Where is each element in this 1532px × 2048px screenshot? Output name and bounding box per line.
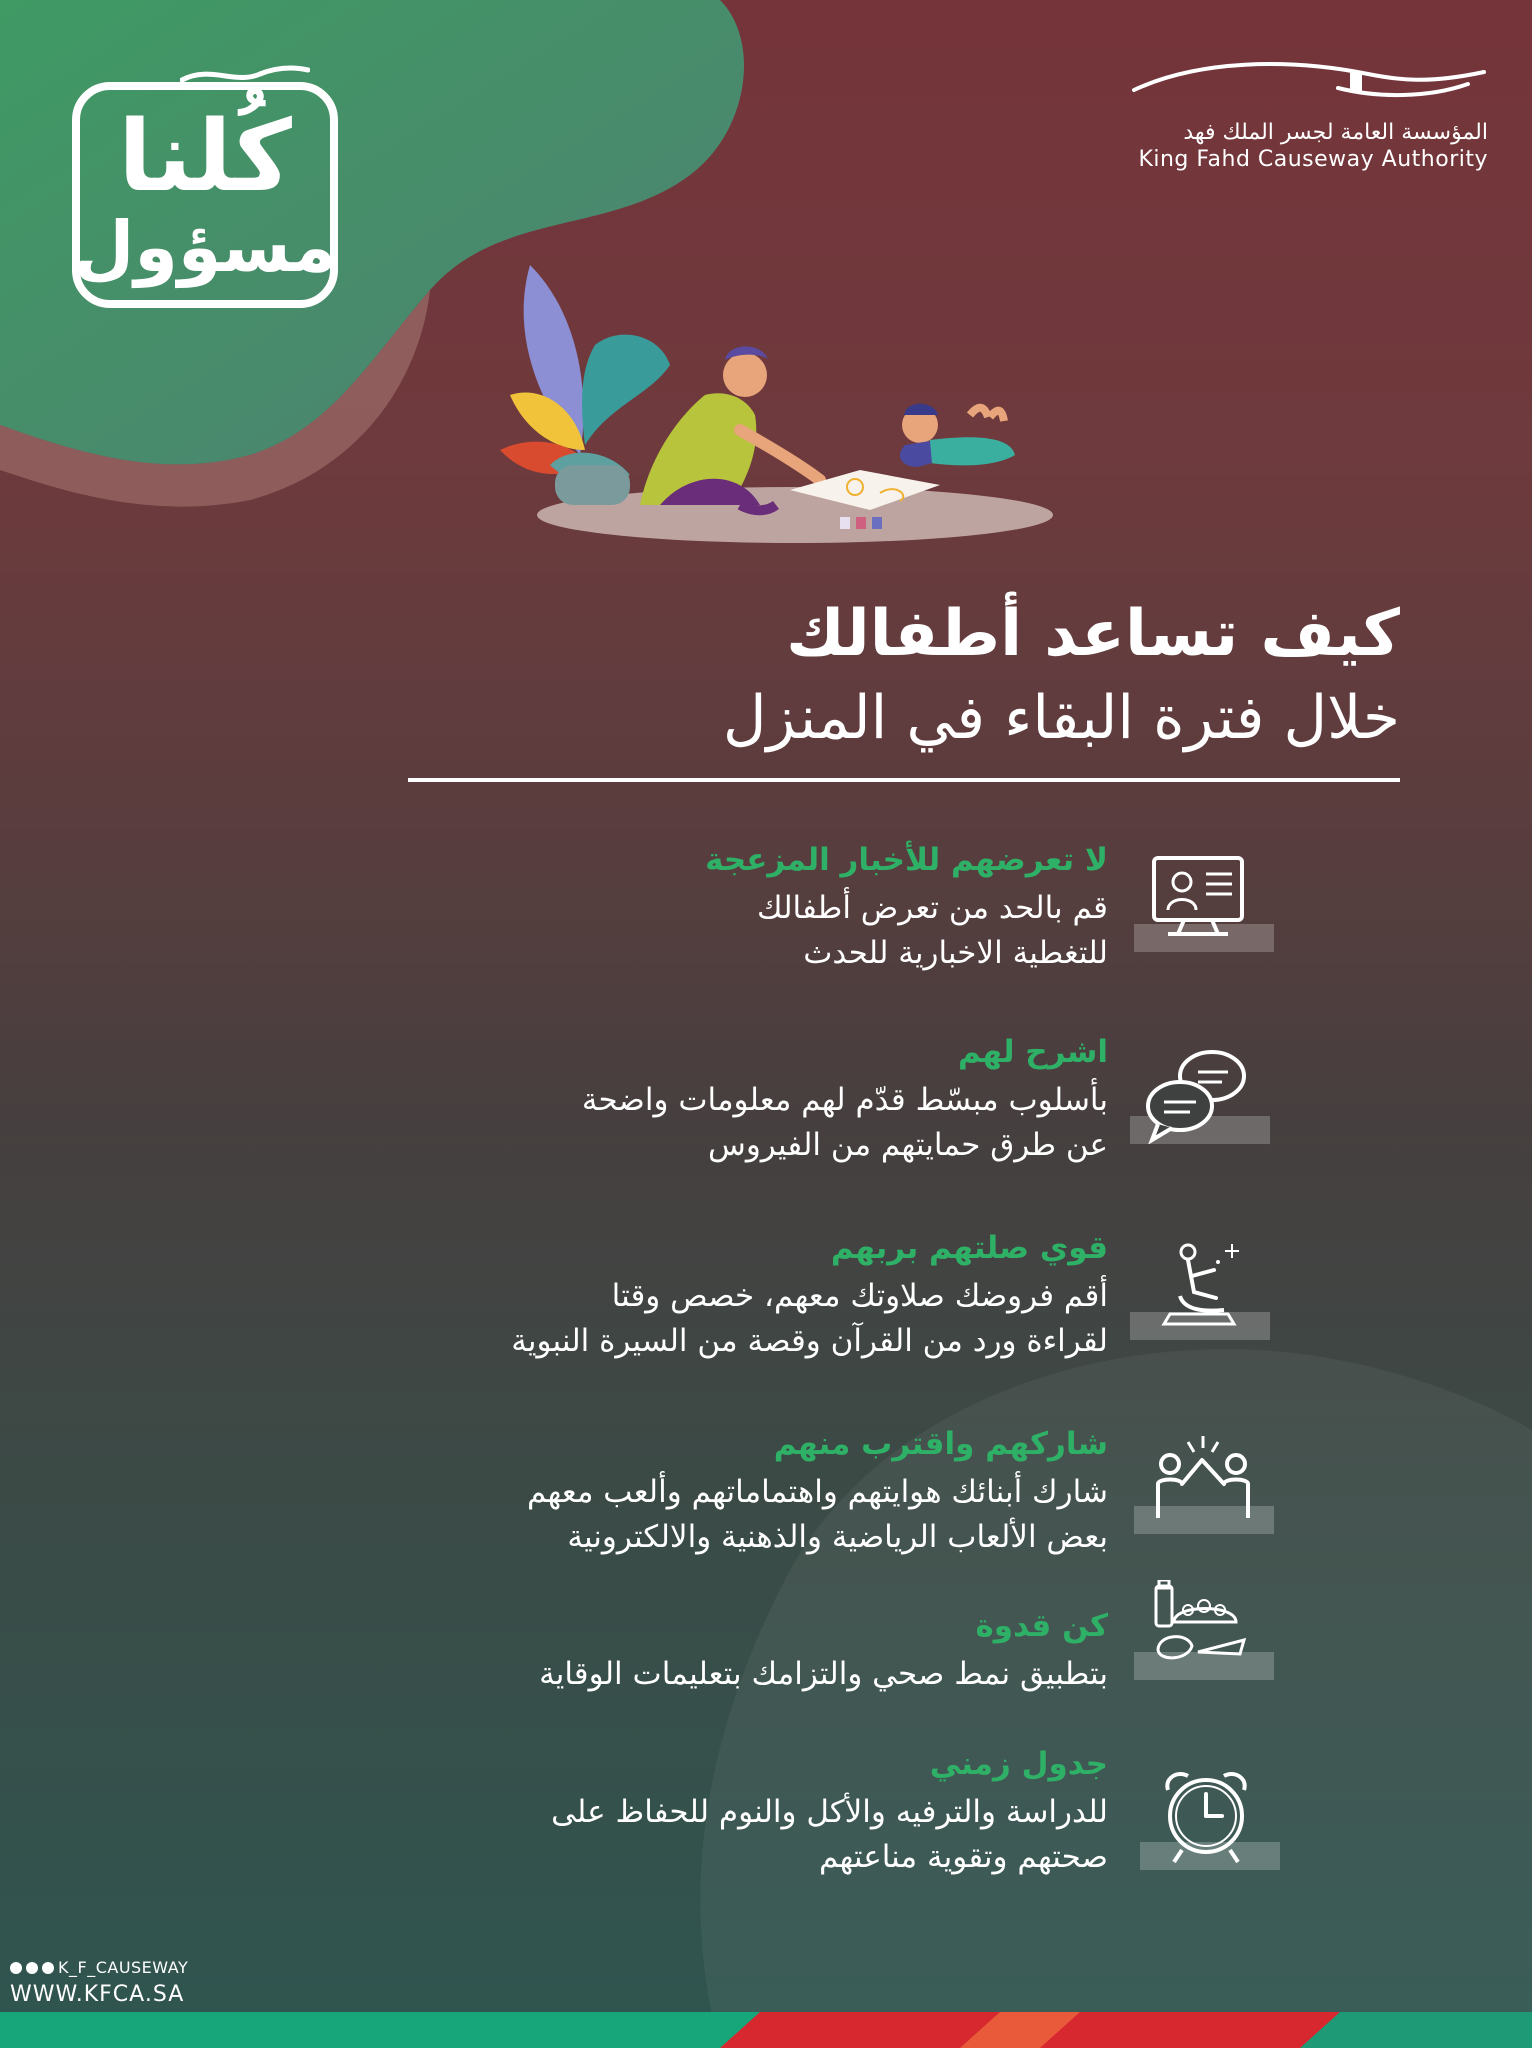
logo-line1: كُلنا	[118, 100, 292, 214]
tip-line: للتغطية الاخبارية للحدث	[803, 935, 1108, 972]
twitter-icon	[42, 1962, 54, 1974]
tip-line: بأسلوب مبسّط قدّم لهم معلومات واضحة	[581, 1082, 1108, 1119]
poster-title	[600, 596, 1400, 757]
authority-logo	[1128, 54, 1488, 172]
logo-swoosh-icon	[180, 60, 310, 90]
tip-line: صحتهم وتقوية مناعتهم	[818, 1839, 1108, 1876]
tip-body	[248, 1078, 1108, 1168]
snapchat-icon	[10, 1962, 22, 1974]
parent-child-drawing-illustration	[500, 255, 1060, 545]
tv-news-icon	[1148, 852, 1248, 942]
tip-body	[248, 1652, 1108, 1697]
tip-item	[248, 840, 1108, 976]
social-handle[interactable]: K_F_CAUSEWAY	[58, 1958, 189, 1977]
authority-name-english: King Fahd Causeway Authority	[1138, 147, 1488, 172]
logo-line2: مسؤول	[73, 206, 337, 288]
tip-line: شارك أبنائك هوايتهم واهتماماتهم وألعب معهم	[526, 1474, 1108, 1511]
tip-icon-container	[1130, 1240, 1274, 1350]
tip-heading: قوي صلتهم بربهم	[830, 1230, 1108, 1266]
footer-color-bar	[0, 2012, 1532, 2048]
tip-icon-container	[1134, 1434, 1278, 1544]
tip-line: لقراءة ورد من القرآن وقصة من السيرة النبوية	[511, 1323, 1108, 1360]
tip-line: قم بالحد من تعرض أطفالك	[756, 890, 1108, 927]
tip-item	[248, 1424, 1108, 1560]
tip-body	[248, 1790, 1108, 1880]
instagram-icon	[26, 1962, 38, 1974]
tip-item	[248, 1744, 1108, 1880]
title-main: كيف تساعد أطفالك	[786, 597, 1400, 671]
tip-line: عن طرق حمايتهم من الفيروس	[708, 1127, 1108, 1164]
healthy-food-icon	[1148, 1580, 1258, 1680]
tip-heading: اشرح لهم	[958, 1034, 1108, 1070]
tip-icon-container	[1134, 1580, 1278, 1690]
authority-name-arabic: المؤسسة العامة لجسر الملك فهد	[1183, 120, 1488, 145]
tip-item	[248, 1228, 1108, 1364]
tip-item	[248, 1032, 1108, 1168]
kulluna-masool-logo	[72, 82, 338, 308]
tip-heading: شاركهم واقترب منهم	[773, 1426, 1108, 1462]
title-divider	[408, 778, 1400, 782]
tip-icon-container	[1134, 852, 1278, 962]
tip-icon-container	[1130, 1044, 1274, 1154]
tip-body	[248, 1470, 1108, 1560]
causeway-bridge-icon	[1128, 54, 1488, 110]
tip-line: للدراسة والترفيه والأكل والنوم للحفاظ على	[551, 1794, 1108, 1831]
tip-item	[248, 1606, 1108, 1697]
tip-line: بعض الألعاب الرياضية والذهنية والالكترونية	[567, 1519, 1108, 1556]
tip-icon-container	[1140, 1770, 1284, 1880]
tip-line: أقم فروضك صلاوتك معهم، خصص وقتا	[611, 1278, 1108, 1315]
chat-bubbles-icon	[1144, 1044, 1254, 1144]
tip-body	[248, 1274, 1108, 1364]
tip-heading: كن قدوة	[975, 1608, 1108, 1644]
website-link[interactable]: WWW.KFCA.SA	[10, 1982, 185, 2007]
tip-line: بتطبيق نمط صحي والتزامك بتعليمات الوقاية	[539, 1656, 1108, 1693]
social-handle-row	[10, 1958, 188, 1977]
high-five-icon	[1148, 1434, 1258, 1534]
tip-body	[248, 886, 1108, 976]
title-sub: خلال فترة البقاء في المنزل	[722, 682, 1400, 753]
alarm-clock-icon	[1154, 1770, 1264, 1870]
prayer-icon	[1144, 1240, 1254, 1340]
tip-heading: جدول زمني	[929, 1746, 1108, 1782]
tip-heading: لا تعرضهم للأخبار المزعجة	[705, 842, 1108, 878]
